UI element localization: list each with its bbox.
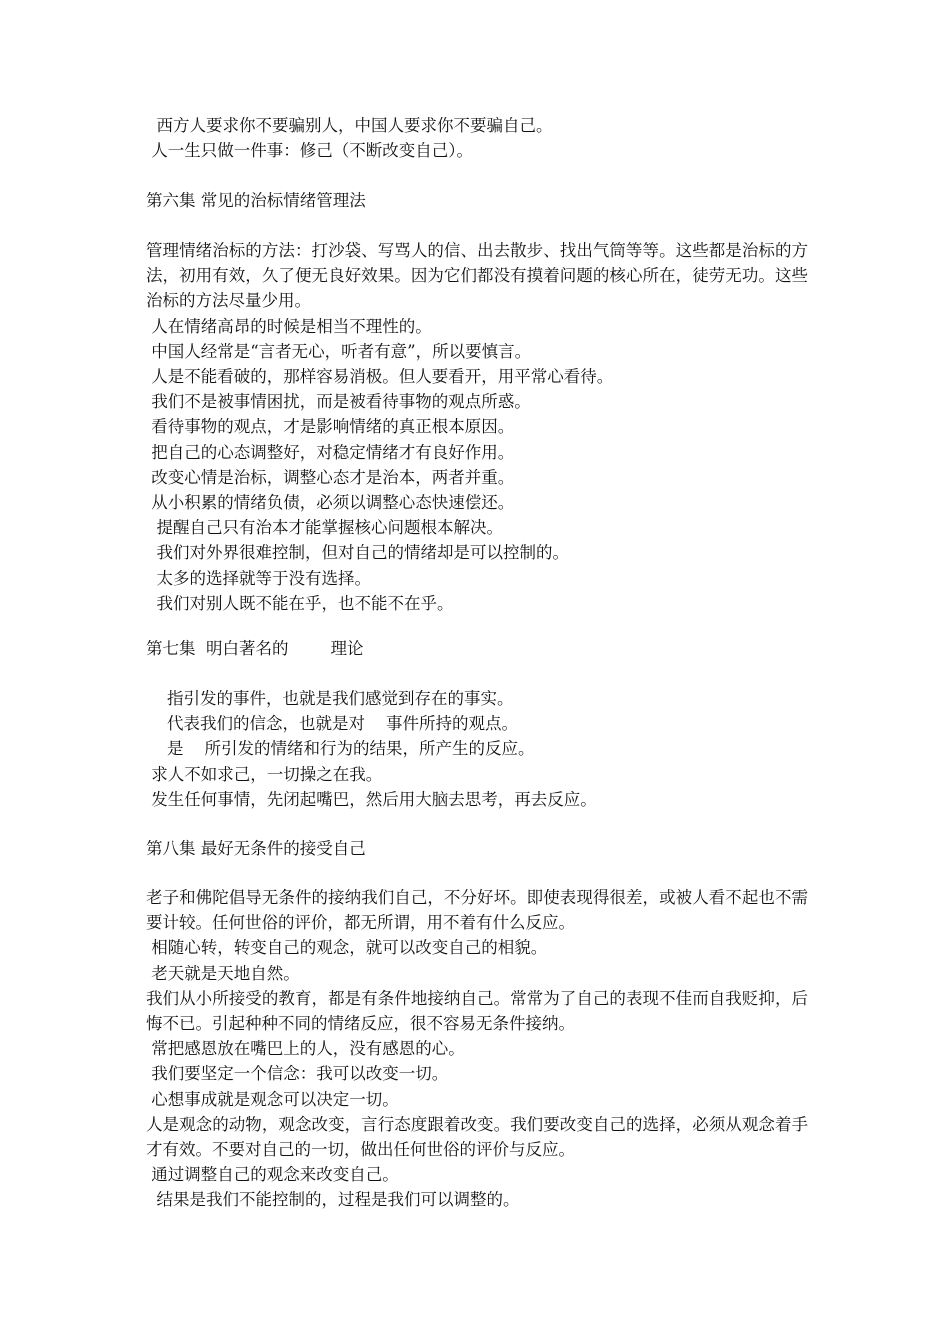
- paragraph: 改变心情是治标，调整心态才是治本，两者并重。: [146, 467, 515, 487]
- paragraph: 管理情绪治标的方法：打沙袋、写骂人的信、出去散步、找出气筒等等。这些都是治标的方法，初用有效，久了便无良好效果。因为它们都没有摸着问题的核心所在，徒劳无功。这些治标的方法尽量少用。: [146, 241, 808, 311]
- paragraph: 指引发的事件，也就是我们感觉到存在的事实。: [146, 689, 514, 708]
- intro-line: 西方人要求你不要骗别人，中国人要求你不要骗自己。: [146, 116, 553, 135]
- intro-block: [146, 113, 808, 163]
- paragraph: 老天就是天地自然。: [146, 963, 300, 983]
- paragraph: 我们对别人既不能在乎，也不能不在乎。: [146, 593, 454, 613]
- paragraph: 通过调整自己的观念来改变自己。: [146, 1165, 399, 1185]
- paragraph: 发生任何事情，先闭起嘴巴，然后用大脑去思考，再去反应。: [146, 789, 597, 809]
- paragraph: 把自己的心态调整好，对稳定情绪才有良好作用。: [146, 442, 515, 462]
- paragraph: 人是不能看破的，那样容易消极。但人要看开，用平常心看待。: [146, 367, 614, 387]
- paragraph: 常把感恩放在嘴巴上的人，没有感恩的心。: [146, 1039, 465, 1059]
- paragraph: 老子和佛陀倡导无条件的接纳我们自己，不分好坏。即使表现得很差，或被人看不起也不需要计较。任何世俗的评价，都无所谓，用不着有什么反应。: [146, 888, 808, 933]
- paragraph: 提醒自己只有治本才能掌握核心问题根本解决。: [146, 518, 503, 538]
- paragraph: 看待事物的观点，才是影响情绪的真正根本原因。: [146, 417, 515, 437]
- intro-line: 人一生只做一件事：修己（不断改变自己）。: [146, 141, 473, 161]
- section-6-title: 第六集 常见的治标情绪管理法: [146, 191, 366, 210]
- paragraph: 求人不如求己，一切操之在我。: [146, 764, 383, 784]
- section-8-body: [146, 885, 808, 1213]
- section-7-body: [146, 686, 808, 812]
- paragraph: 人是观念的动物，观念改变，言行态度跟着改变。我们要改变自己的选择，必须从观念着手才有效。不要对自己的一切，做出任何世俗的评价与反应。: [146, 1114, 808, 1160]
- paragraph: 太多的选择就等于没有选择。: [146, 568, 371, 588]
- paragraph: 我们不是被事情困扰，而是被看待事物的观点所惑。: [146, 392, 531, 412]
- paragraph: 相随心转，转变自己的观念，就可以改变自己的相貌。: [146, 938, 548, 958]
- paragraph: 中国人经常是“言者无心，听者有意”，所以要慎言。: [146, 341, 532, 361]
- section-8-title: 第八集 最好无条件的接受自己: [146, 839, 366, 858]
- paragraph: 结果是我们不能控制的，过程是我们可以调整的。: [146, 1190, 520, 1210]
- section-7-title: 第七集 明白著名的 理论: [146, 639, 364, 658]
- paragraph: 我们对外界很难控制，但对自己的情绪却是可以控制的。: [146, 543, 569, 563]
- paragraph: 人在情绪高昂的时候是相当不理性的。: [146, 316, 432, 336]
- section-6-body: [146, 238, 808, 616]
- paragraph: 我们从小所接受的教育，都是有条件地接纳自己。常常为了自己的表现不佳而自我贬抑，后悔不已。引起种种不同的情绪反应，很不容易无条件接纳。: [146, 988, 808, 1034]
- paragraph: 我们要坚定一个信念：我可以改变一切。: [146, 1064, 449, 1084]
- paragraph: 心想事成就是观念可以决定一切。: [146, 1089, 399, 1109]
- paragraph: 是 所引发的情绪和行为的结果，所产生的反应。: [146, 739, 535, 759]
- paragraph: 代表我们的信念，也就是对 事件所持的观点。: [146, 714, 518, 734]
- paragraph: 从小积累的情绪负债，必须以调整心态快速偿还。: [146, 493, 515, 513]
